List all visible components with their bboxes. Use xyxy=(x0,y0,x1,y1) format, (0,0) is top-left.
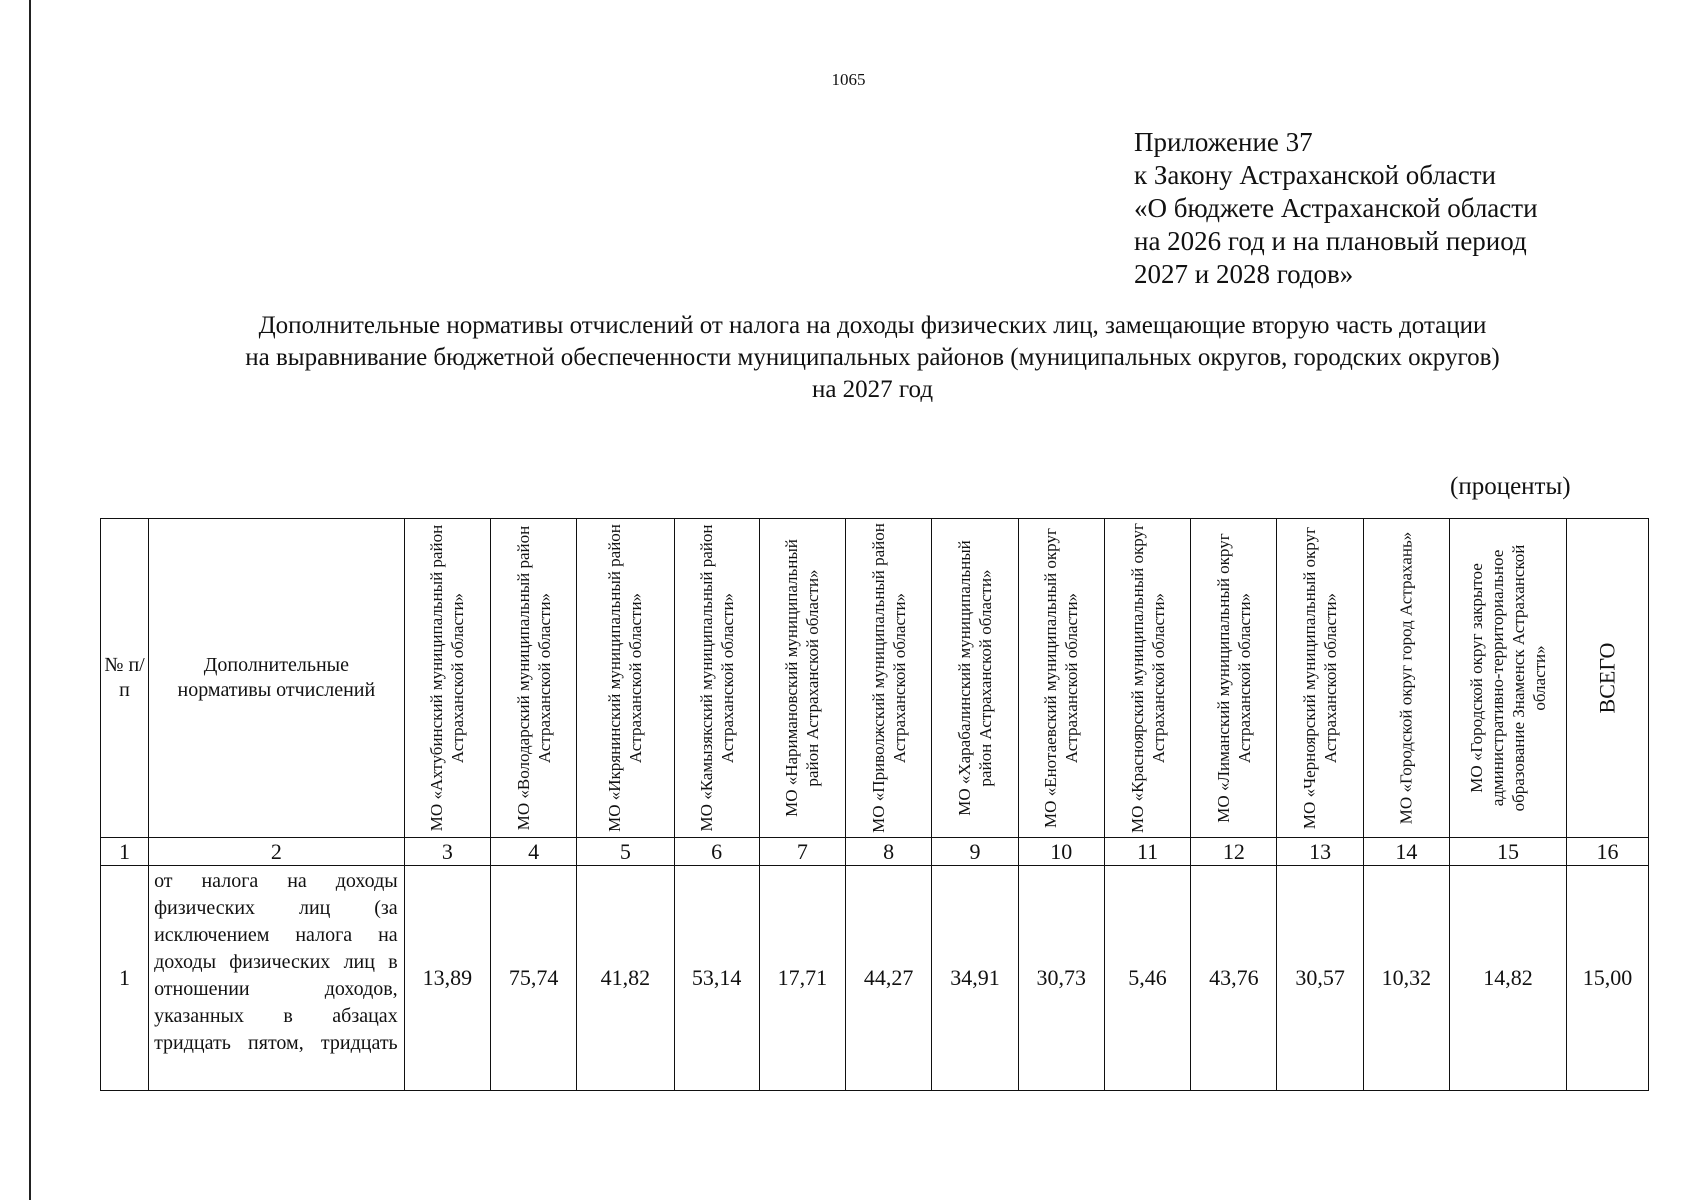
row-value: 10,32 xyxy=(1363,866,1449,1091)
norms-table xyxy=(100,518,1649,1091)
header-municipality-text: МО «Красноярский муниципальный округ Астраханской области» xyxy=(1127,523,1168,833)
header-description-text: Дополнительные нормативы отчислений xyxy=(177,654,376,701)
header-municipality-text: МО «Икрянинский муниципальный район Астраханской области» xyxy=(605,524,646,832)
column-number: 13 xyxy=(1277,838,1363,866)
header-municipality xyxy=(1104,519,1190,838)
header-municipality-text: МО «Володарский муниципальный район Астраханской области» xyxy=(513,525,554,831)
column-number: 10 xyxy=(1018,838,1104,866)
appendix-line: 2027 и 2028 годов» xyxy=(1134,259,1354,289)
column-number: 2 xyxy=(149,838,405,866)
header-municipality-text: МО «Городской округ город Астрахань» xyxy=(1396,531,1416,825)
table-header-row xyxy=(101,519,1649,838)
header-municipality xyxy=(577,519,674,838)
units-label: (проценты) xyxy=(1450,473,1571,500)
row-number: 1 xyxy=(101,866,149,1091)
header-municipality xyxy=(846,519,932,838)
header-total-text: ВСЕГО xyxy=(1594,642,1620,714)
column-number-row xyxy=(101,838,1649,866)
appendix-block xyxy=(1134,126,1538,291)
table-row xyxy=(101,866,1649,1091)
appendix-line: Приложение 37 xyxy=(1134,127,1313,157)
header-total xyxy=(1566,519,1648,838)
column-number: 3 xyxy=(404,838,490,866)
column-number: 5 xyxy=(577,838,674,866)
header-municipality-text: МО «Камызякский муниципальный район Астраханской области» xyxy=(696,524,737,832)
title-line: на выравнивание бюджетной обеспеченности муниципальных районов (муниципальных округов, городских округов) xyxy=(245,344,1500,371)
header-municipality-text: МО «Енотаевский муниципальный округ Астраханской области» xyxy=(1041,528,1082,828)
title-line: Дополнительные нормативы отчислений от налога на доходы физических лиц, замещающие вторую часть дотации xyxy=(258,312,1487,339)
header-municipality-text: МО «Черноярский муниципальный округ Астраханской области» xyxy=(1300,526,1341,830)
row-value: 14,82 xyxy=(1450,866,1567,1091)
row-value: 43,76 xyxy=(1191,866,1277,1091)
header-municipality xyxy=(1450,519,1567,838)
row-value: 53,14 xyxy=(674,866,759,1091)
left-margin-line xyxy=(29,0,31,1200)
column-number: 8 xyxy=(846,838,932,866)
header-municipality xyxy=(932,519,1018,838)
header-municipality xyxy=(490,519,576,838)
header-municipality xyxy=(759,519,845,838)
row-value: 30,57 xyxy=(1277,866,1363,1091)
column-number: 11 xyxy=(1104,838,1190,866)
header-municipality xyxy=(1191,519,1277,838)
column-number: 12 xyxy=(1191,838,1277,866)
column-number: 7 xyxy=(759,838,845,866)
row-value: 13,89 xyxy=(404,866,490,1091)
header-municipality-text: МО «Лиманский муниципальный округ Астраханской области» xyxy=(1213,533,1254,823)
appendix-line: на 2026 год и на плановый период xyxy=(1134,226,1527,256)
row-value: 5,46 xyxy=(1104,866,1190,1091)
document-title xyxy=(100,310,1645,406)
title-line: на 2027 год xyxy=(811,376,934,403)
row-total: 15,00 xyxy=(1566,866,1648,1091)
column-number: 15 xyxy=(1450,838,1567,866)
header-municipality xyxy=(1277,519,1363,838)
header-municipality xyxy=(674,519,759,838)
header-description xyxy=(149,519,405,838)
header-municipality-text: МО «Приволжский муниципальный район Астраханской области» xyxy=(868,523,909,833)
header-municipality xyxy=(404,519,490,838)
appendix-line: «О бюджете Астраханской области xyxy=(1134,193,1538,223)
column-number: 6 xyxy=(674,838,759,866)
row-value: 17,71 xyxy=(759,866,845,1091)
header-municipality xyxy=(1363,519,1449,838)
header-municipality-text: МО «Харабалинский муниципальный район Астраханской области» xyxy=(954,540,995,816)
column-number: 16 xyxy=(1566,838,1648,866)
row-value: 34,91 xyxy=(932,866,1018,1091)
column-number: 4 xyxy=(490,838,576,866)
header-municipality-text: МО «Городской округ закрытое административно-территориальное образование Знаменск Астраханской области» xyxy=(1467,544,1550,812)
row-description: от налога на доходы физических лиц (за исключением налога на доходы физических лиц в отношении доходов, указанных в абзацах тридцать пятом, тридцать xyxy=(149,866,405,1091)
header-municipality xyxy=(1018,519,1104,838)
row-value: 41,82 xyxy=(577,866,674,1091)
header-municipality-text: МО «Ахтубинский муниципальный район Астраханской области» xyxy=(427,524,468,832)
row-value: 75,74 xyxy=(490,866,576,1091)
header-number: № п/п xyxy=(101,519,149,838)
header-municipality-text: МО «Наримановский муниципальный район Астраханской области» xyxy=(782,539,823,817)
column-number: 14 xyxy=(1363,838,1449,866)
row-value: 44,27 xyxy=(846,866,932,1091)
column-number: 9 xyxy=(932,838,1018,866)
page-number: 1065 xyxy=(831,70,866,89)
column-number: 1 xyxy=(101,838,149,866)
row-value: 30,73 xyxy=(1018,866,1104,1091)
appendix-line: к Закону Астраханской области xyxy=(1134,160,1497,190)
